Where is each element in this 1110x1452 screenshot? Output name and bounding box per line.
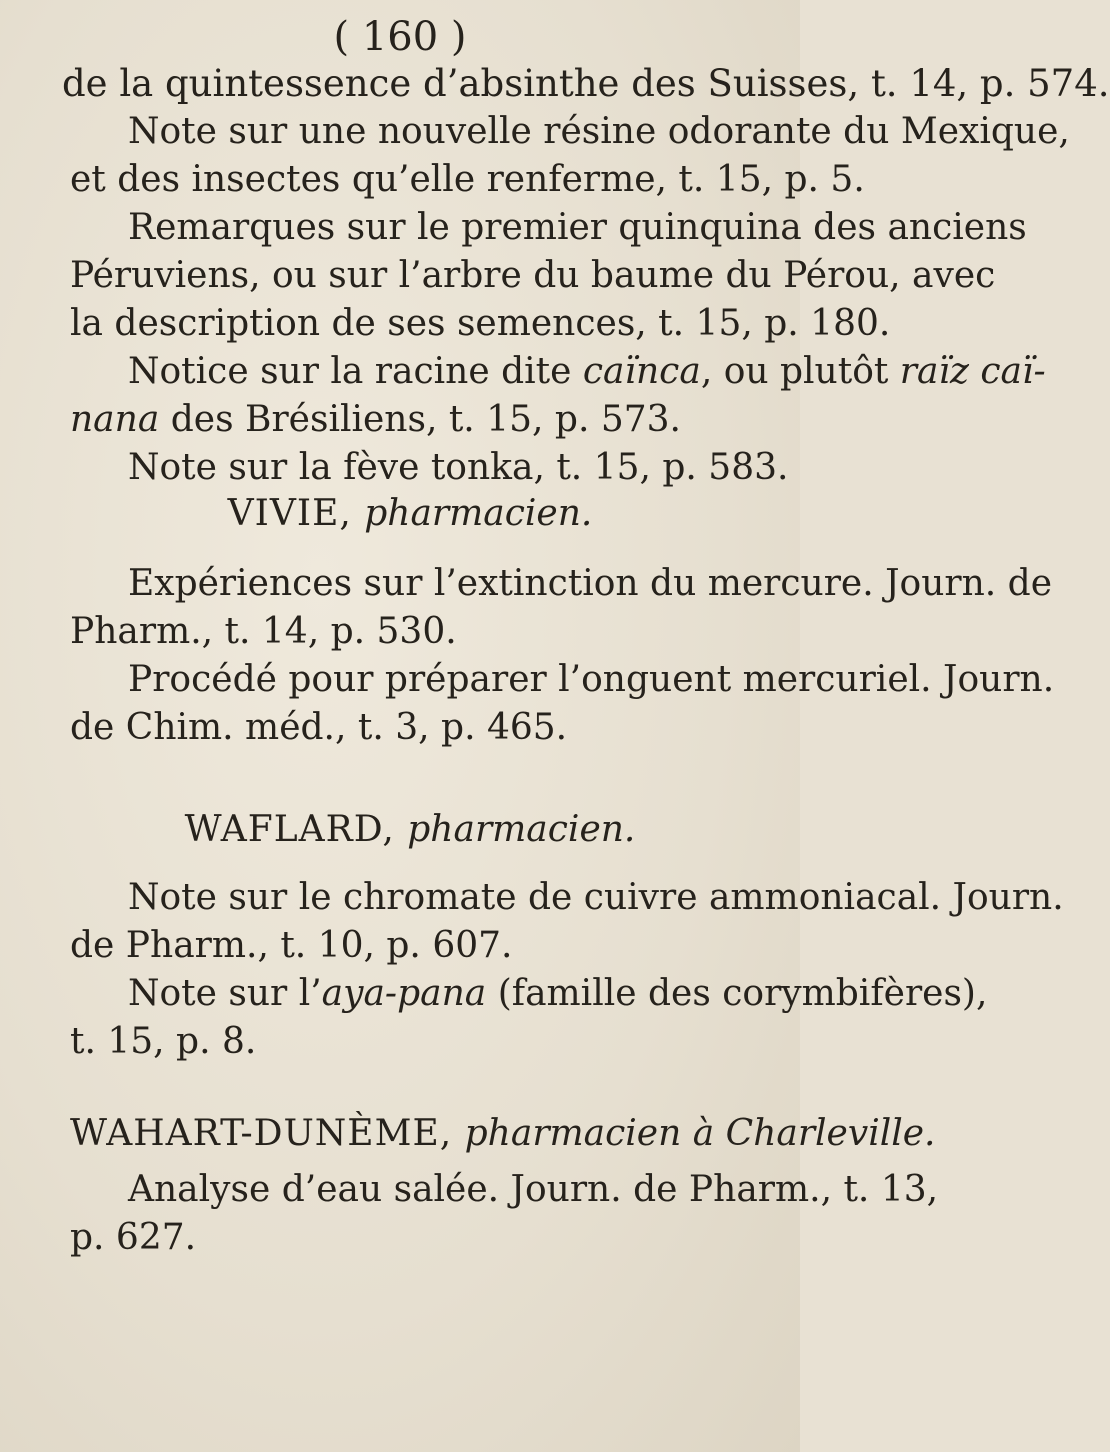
entry-line: de Pharm., t. 10, p. 607. xyxy=(70,925,513,966)
entry-line: Expériences sur l’extinction du mercure. Journ. de xyxy=(128,563,1053,604)
entry-line: Péruviens, ou sur l’arbre du baume du Pérou, avec xyxy=(70,255,996,296)
author-section-wahart xyxy=(70,1110,939,1262)
entry-line: la description de ses semences, t. 15, p. 180. xyxy=(70,303,891,344)
entry-line: Note sur une nouvelle résine odorante du Mexique, xyxy=(128,111,1070,152)
author-heading: VIVIE, pharmacien. xyxy=(227,493,593,534)
intro-entries xyxy=(70,108,1070,492)
entry-line: nana des Brésiliens, t. 15, p. 573. xyxy=(70,399,681,440)
entry-line: et des insectes qu’elle renferme, t. 15, p. 5. xyxy=(70,159,865,200)
entry-line: Notice sur la racine dite caïnca, ou plutôt raïz caï- xyxy=(128,351,1046,392)
entry-line: Procédé pour préparer l’onguent mercuriel. Journ. xyxy=(128,659,1055,700)
entry-line: Note sur l’aya-pana (famille des corymbifères), xyxy=(128,973,988,1014)
author-heading: WAHART-DUNÈME, pharmacien à Charleville. xyxy=(70,1113,936,1154)
author-section-vivie xyxy=(70,490,1055,752)
author-section-waflard xyxy=(70,806,1064,1066)
entry-line: Note sur le chromate de cuivre ammoniacal. Journ. xyxy=(128,877,1064,918)
continuation-line: de la quintessence d’absinthe des Suisses, t. 14, p. 574. xyxy=(62,62,1110,105)
entry-line: t. 15, p. 8. xyxy=(70,1021,257,1062)
page-number: ( 160 ) xyxy=(333,14,467,60)
entry-line: p. 627. xyxy=(70,1217,197,1258)
entry-line: Note sur la fève tonka, t. 15, p. 583. xyxy=(128,447,789,488)
entry-line: Pharm., t. 14, p. 530. xyxy=(70,611,457,652)
entry-line: Analyse d’eau salée. Journ. de Pharm., t. 13, xyxy=(128,1169,939,1210)
entry-line: Remarques sur le premier quinquina des anciens xyxy=(128,207,1027,248)
entry-line: de Chim. méd., t. 3, p. 465. xyxy=(70,707,568,748)
author-heading: WAFLARD, pharmacien. xyxy=(184,809,636,850)
